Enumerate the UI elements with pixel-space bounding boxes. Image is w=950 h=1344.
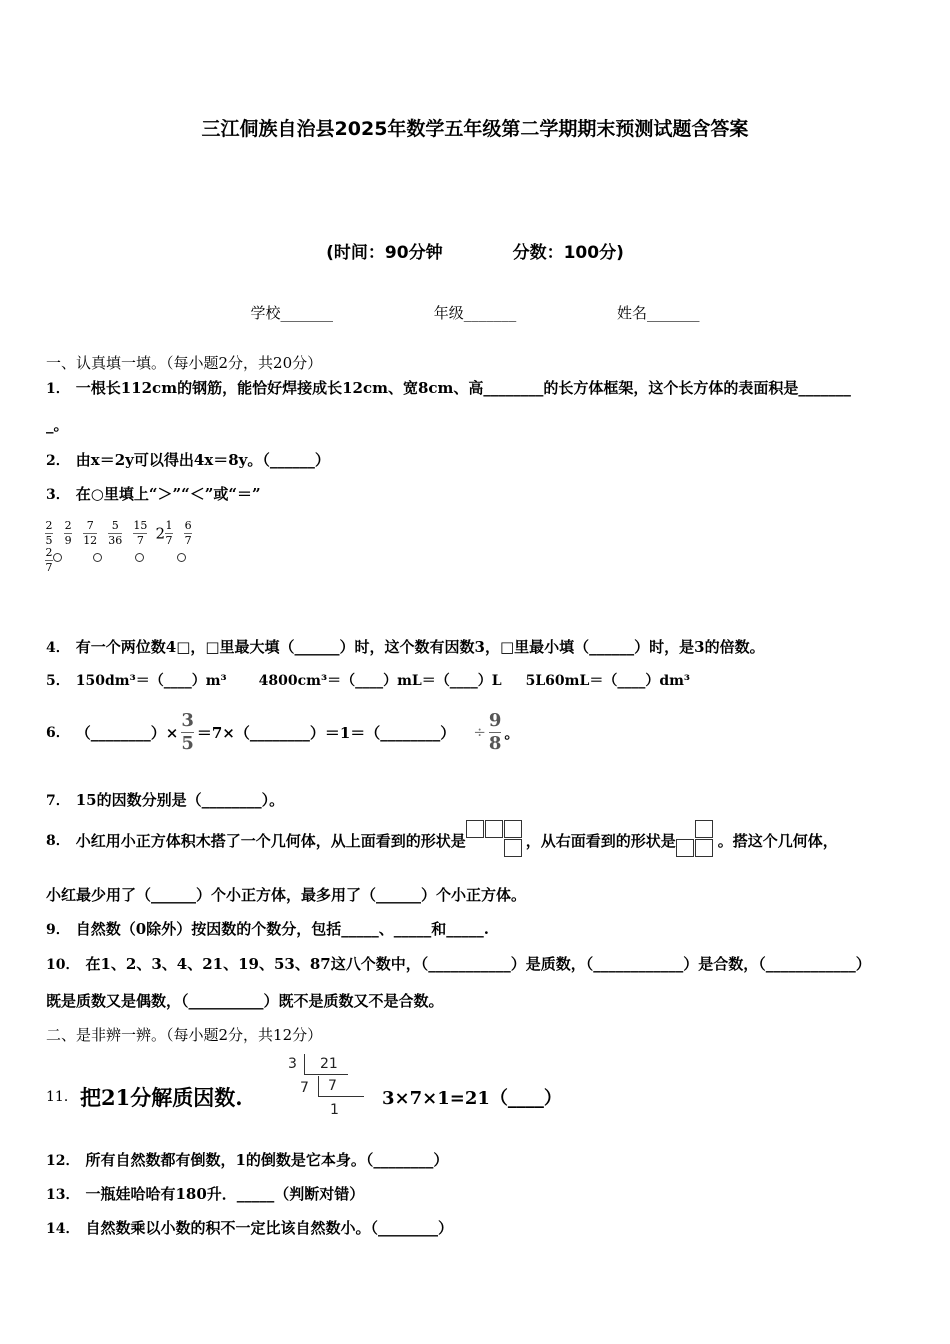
- fraction: $\frac{3}{5}$: [181, 709, 194, 754]
- fraction: $\frac{9}{8}$: [488, 709, 502, 754]
- question-text: ，从右面看到的形状是: [525, 831, 676, 850]
- question-number: 6．: [46, 725, 70, 741]
- question-number: 12．: [46, 1153, 80, 1169]
- section-1-heading: 一、认真填一填。（每小题2分，共20分）: [46, 354, 323, 372]
- question-10-continued: 既是质数又是偶数，（__________）既不是质数又不是合数。: [46, 992, 444, 1010]
- question-number: 11．: [46, 1089, 78, 1105]
- question-text: 自然数（0除外）按因数的个数分，包括_____、_____和_____.: [75, 920, 489, 938]
- right-view-shape: [676, 820, 718, 860]
- question-text: 小红用小正方体积木搭了一个几何体，从上面看到的形状是: [75, 831, 466, 850]
- page-title: 三江侗族自治县2025年数学五年级第二学期期末预测试题含答案: [201, 118, 749, 140]
- question-text: 在1、2、3、4、21、19、53、87这八个数中，（___________）是质数，（____________）是合数，（____________）: [85, 955, 871, 973]
- question-text: 一根长112cm的钢筋，能恰好焊接成长12cm、宽8cm、高________的长方体框架，这个长方体的表面积是_______: [75, 379, 851, 397]
- question-number: 2．: [46, 453, 70, 469]
- question-5: [46, 670, 690, 690]
- question-text: 在○里填上“＞”“＜”或“＝”: [75, 485, 261, 503]
- question-10: [46, 953, 871, 974]
- question-number: 10．: [46, 957, 80, 973]
- question-number: 1．: [46, 381, 70, 397]
- top-view-shape: [466, 820, 526, 860]
- question-number: 8．: [46, 833, 70, 849]
- compare-circle[interactable]: [135, 553, 144, 562]
- question-8: [46, 818, 838, 862]
- conversion-a: 150dm³＝（____）m³: [75, 673, 227, 689]
- question-text: 把21分解质因数.: [80, 1085, 243, 1110]
- question-12: [46, 1149, 448, 1170]
- question-text: 所有自然数都有倒数，1的倒数是它本身。（________）: [85, 1151, 449, 1169]
- question-13: [46, 1183, 364, 1204]
- question-number: 9．: [46, 922, 70, 938]
- question-14: [46, 1217, 453, 1238]
- question-number: 14．: [46, 1221, 80, 1237]
- question-text: 有一个两位数4□，□里最大填（______）时，这个数有因数3，□里最小填（______）时，是3的倍数。: [75, 638, 765, 656]
- compare-circle[interactable]: [53, 553, 62, 562]
- fraction: $\frac{2}{5}$ $\frac{2}{9}$ $\frac{7}{12}$ $\frac{5}{36}$ $\frac{15}{7}$ 2 $\frac{1}{7}$ $\frac{6}{7}$ $\frac{2}{7}$: [45, 519, 192, 574]
- grade-field[interactable]: 年级_______: [433, 304, 517, 322]
- question-number: 3．: [46, 487, 70, 503]
- conversion-c: 5L60mL＝（____）dm³: [525, 673, 691, 689]
- question-11: [46, 1052, 566, 1122]
- student-info: [0, 302, 950, 323]
- school-field[interactable]: 学校_______: [250, 304, 333, 322]
- division-ladder: 3 21 7 7 1: [284, 1052, 368, 1122]
- question-equation: 3×7×1=21（____）: [382, 1088, 562, 1109]
- question-text: （________）×: [75, 723, 179, 742]
- question-1: [46, 377, 851, 398]
- question-7: [46, 789, 284, 810]
- question-1-continued: _。: [46, 416, 69, 434]
- time-label: (时间：90分钟: [326, 243, 443, 263]
- question-number: 5．: [46, 673, 70, 689]
- question-9: [46, 918, 489, 939]
- question-8-continued: 小红最少用了（______）个小正方体，最多用了（______）个小正方体。: [46, 886, 527, 904]
- question-2: [46, 449, 330, 470]
- question-text: 一瓶娃哈哈有180升．_____（判断对错）: [85, 1185, 365, 1203]
- conversion-b: 4800cm³＝（____）mL＝（____）L: [258, 673, 502, 689]
- question-6: 6． （________）× $\frac{3}{5}$ ＝7×（________）＝1＝（________） ÷ $\frac{9}{8}$ 。: [46, 709, 520, 754]
- compare-circle[interactable]: [93, 553, 102, 562]
- fraction-comparisons: [42, 519, 212, 574]
- score-label: 分数：100分): [512, 243, 624, 263]
- question-number: 4．: [46, 640, 70, 656]
- question-text: 自然数乘以小数的积不一定比该自然数小。（________）: [85, 1219, 453, 1237]
- question-number: 13．: [46, 1187, 80, 1203]
- question-number: 7．: [46, 793, 70, 809]
- question-3: [46, 483, 261, 504]
- question-text: 由x＝2y可以得出4x＝8y。（______）: [75, 451, 330, 469]
- question-text: 。搭这个几何体，: [717, 831, 838, 850]
- section-2-heading: 二、是非辨一辨。（每小题2分，共12分）: [46, 1026, 323, 1044]
- name-field[interactable]: 姓名_______: [617, 304, 700, 322]
- question-text: 15的因数分别是（________）。: [75, 791, 285, 809]
- question-text: ＝7×（________）＝1＝（________）: [196, 723, 456, 742]
- question-4: [46, 636, 765, 657]
- exam-meta: [0, 238, 950, 263]
- compare-circle[interactable]: [177, 553, 186, 562]
